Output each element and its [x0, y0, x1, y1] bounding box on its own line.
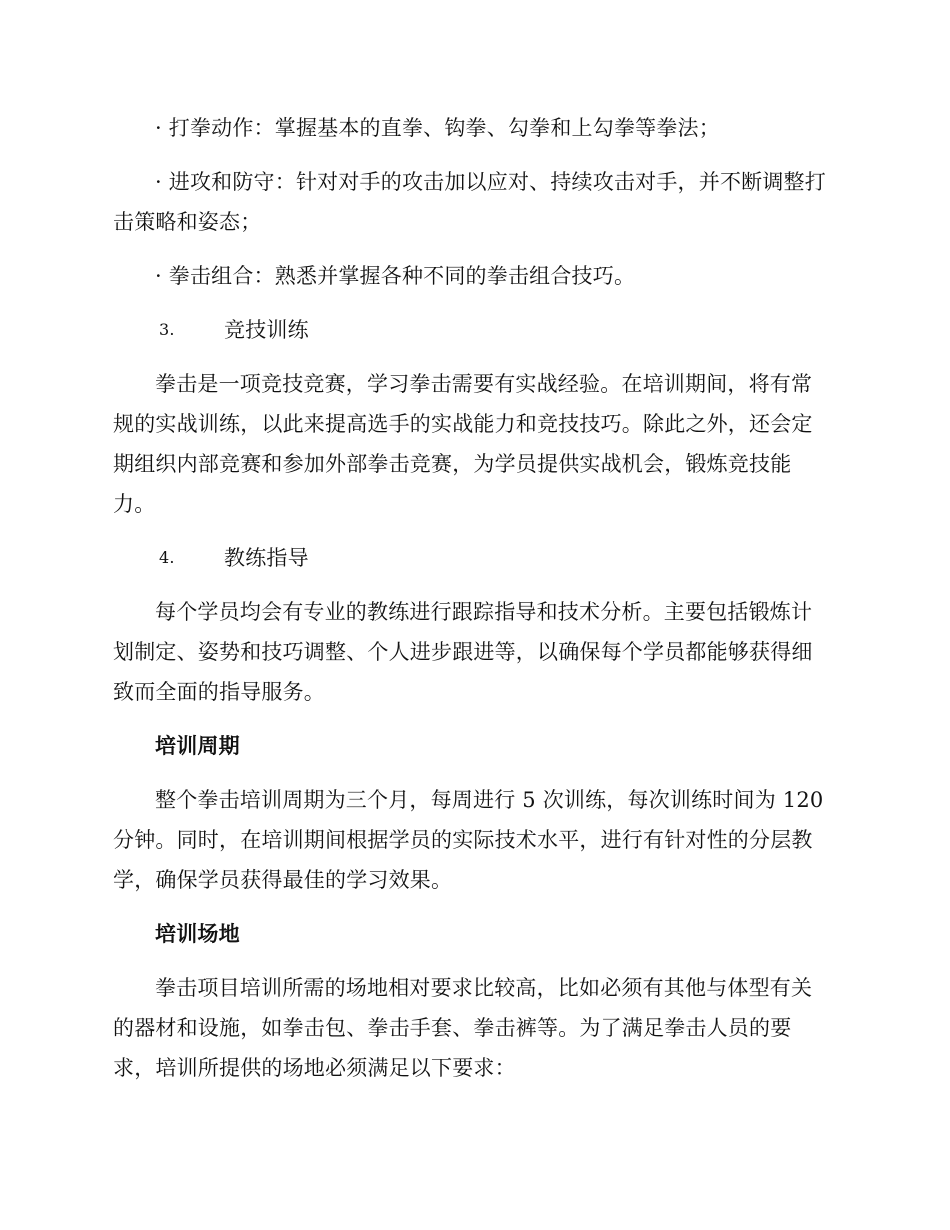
- item-3-title: 竞技训练: [224, 318, 309, 342]
- item-3-number: 3.: [159, 320, 175, 339]
- item-4-title: 教练指导: [224, 546, 309, 570]
- bullet-combinations: · 拳击组合：熟悉并掌握各种不同的拳击组合技巧。: [155, 264, 636, 288]
- bullet-attack-defense: · 进攻和防守：针对对手的攻击加以应对、持续攻击对手，并不断调整打击策略和姿态；: [113, 170, 826, 234]
- item-3-header: [113, 310, 833, 350]
- cycle-body: 整个拳击培训周期为三个月，每周进行 5 次训练，每次训练时间为 120 分钟。同时，在培训期间根据学员的实际技术水平，进行有针对性的分层教学，确保学员获得最佳的学习效果。: [113, 788, 824, 892]
- venue-body: 拳击项目培训所需的场地相对要求比较高，比如必须有其他与体型有关的器材和设施，如拳击包、拳击手套、拳击裤等。为了满足拳击人员的要求，培训所提供的场地必须满足以下要求：: [113, 976, 813, 1080]
- item-3-body: 拳击是一项竞技竞赛，学习拳击需要有实战经验。在培训期间，将有常规的实战训练，以此来提高选手的实战能力和竞技技巧。除此之外，还会定期组织内部竞赛和参加外部拳击竞赛，为学员提供实战机会，锻炼竞技能力。: [113, 372, 813, 516]
- item-4-header: [113, 538, 833, 578]
- item-4-number: 4.: [159, 548, 175, 567]
- document-body: [113, 108, 833, 1088]
- bullet-punch-moves: · 打拳动作：掌握基本的直拳、钩拳、勾拳和上勾拳等拳法；: [155, 116, 720, 140]
- cycle-heading: 培训周期: [155, 733, 240, 758]
- venue-heading: 培训场地: [155, 921, 240, 946]
- item-4-body: 每个学员均会有专业的教练进行跟踪指导和技术分析。主要包括锻炼计划制定、姿势和技巧调整、个人进步跟进等，以确保每个学员都能够获得细致而全面的指导服务。: [113, 600, 813, 704]
